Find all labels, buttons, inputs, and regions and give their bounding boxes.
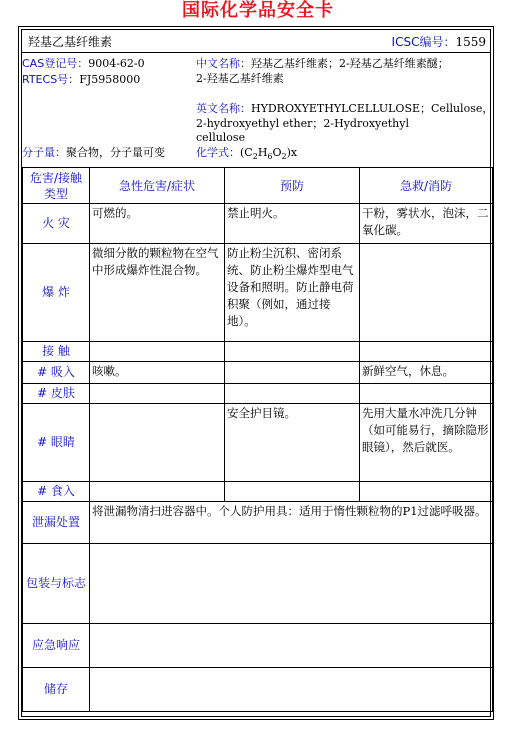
spill-text: 将泄漏物清扫进容器中。个人防护用具：适用于惰性颗粒物的P1过滤呼吸器。 xyxy=(90,502,493,544)
ingestion-hazard xyxy=(90,482,225,502)
cas-field xyxy=(22,57,145,71)
header-prevention: 预防 xyxy=(225,168,360,204)
cn-name-label: 中文名称： xyxy=(196,57,251,70)
cn-name-line2: 2-羟基乙基纤维素 xyxy=(196,72,284,85)
inhalation-prevention xyxy=(225,362,360,384)
fire-aid: 干粉，雾状水，泡沫，二氧化碳。 xyxy=(360,204,493,244)
en-name-line1: HYDROXYETHYLCELLULOSE；Cellulose， xyxy=(251,102,494,115)
packaging-text xyxy=(90,544,493,624)
table-row-ingestion xyxy=(23,482,493,502)
eyes-hazard xyxy=(90,404,225,482)
header-exposure-type: 危害/接触类型 xyxy=(23,168,90,204)
rtecs-value: FJ5958000 xyxy=(79,73,141,86)
table-row-fire xyxy=(23,204,493,244)
row-label-packaging: 包装与标志 xyxy=(23,544,90,624)
icsc-number-field xyxy=(392,35,486,49)
row-label-contact: 接 触 xyxy=(23,342,90,362)
table-row-packaging xyxy=(23,544,493,624)
en-name-line2: 2-hydroxyethyl ether；2-Hydroxyethyl xyxy=(196,117,409,130)
explosion-prevention: 防止粉尘沉积、密闭系统、防止粉尘爆炸型电气设备和照明。防止静电荷积聚（例如，通过接地）。 xyxy=(225,244,360,342)
row-label-skin: # 皮肤 xyxy=(23,384,90,404)
cn-name-line1: 羟基乙基纤维素；2-羟基乙基纤维素醚； xyxy=(251,57,449,70)
chemical-name: 羟基乙基纤维素 xyxy=(28,35,113,49)
table-row-contact xyxy=(23,342,493,362)
table-row-inhalation xyxy=(23,362,493,384)
contact-prevention xyxy=(225,342,360,362)
mw-value: 聚合物，分子量可变 xyxy=(66,146,165,159)
mw-field xyxy=(22,146,165,160)
table-row-eyes xyxy=(23,404,493,482)
rtecs-field xyxy=(22,73,140,87)
formula-value: $(C_2H_6O_2)x$ xyxy=(240,146,298,162)
table-row-explosion xyxy=(23,244,493,342)
table-row-spill xyxy=(23,502,493,544)
rtecs-label: RTECS号： xyxy=(22,73,80,86)
table-row-emergency xyxy=(23,624,493,668)
formula-field xyxy=(196,146,297,164)
eyes-prevention: 安全护目镜。 xyxy=(225,404,360,482)
contact-hazard xyxy=(90,342,225,362)
row-label-fire: 火 灾 xyxy=(23,204,90,244)
row-label-emergency: 应急响应 xyxy=(23,624,90,668)
en-name-field xyxy=(196,102,493,116)
cn-name-field xyxy=(196,57,449,71)
row-label-storage: 储存 xyxy=(23,668,90,712)
emergency-text xyxy=(90,624,493,668)
contact-aid xyxy=(360,342,493,362)
cas-value: 9004-62-0 xyxy=(88,57,145,70)
inhalation-aid: 新鲜空气，休息。 xyxy=(360,362,493,384)
row-label-eyes: # 眼睛 xyxy=(23,404,90,482)
card-frame xyxy=(18,26,494,720)
mw-label: 分子量： xyxy=(22,146,66,159)
table-row-storage xyxy=(23,668,493,712)
row-label-ingestion: # 食入 xyxy=(23,482,90,502)
header-first-aid: 急救/消防 xyxy=(360,168,493,204)
skin-aid xyxy=(360,384,493,404)
icsc-number: 1559 xyxy=(455,35,486,49)
inhalation-hazard: 咳嗽。 xyxy=(90,362,225,384)
row-label-explosion: 爆 炸 xyxy=(23,244,90,342)
formula-label: 化学式： xyxy=(196,146,240,159)
row-label-spill: 泄漏处置 xyxy=(23,502,90,544)
en-name-label: 英文名称： xyxy=(196,102,251,115)
hazard-table xyxy=(22,167,493,712)
skin-hazard xyxy=(90,384,225,404)
eyes-aid: 先用大量水冲洗几分钟（如可能易行，摘除隐形眼镜），然后就医。 xyxy=(360,404,493,482)
fire-hazard: 可燃的。 xyxy=(90,204,225,244)
skin-prevention xyxy=(225,384,360,404)
explosion-aid xyxy=(360,244,493,342)
card-title: 国际化学品安全卡 xyxy=(182,0,334,21)
table-row-skin xyxy=(23,384,493,404)
storage-text xyxy=(90,668,493,712)
cas-label: CAS登记号： xyxy=(22,57,89,70)
en-name-line3: cellulose xyxy=(196,131,246,144)
header-divider xyxy=(22,52,490,53)
header-acute-hazard: 急性危害/症状 xyxy=(90,168,225,204)
fire-prevention: 禁止明火。 xyxy=(225,204,360,244)
table-header-row xyxy=(23,168,493,204)
icsc-label: ICSC编号： xyxy=(391,35,456,49)
explosion-hazard: 微细分散的颗粒物在空气中形成爆炸性混合物。 xyxy=(90,244,225,342)
ingestion-prevention xyxy=(225,482,360,502)
ingestion-aid xyxy=(360,482,493,502)
card-inner xyxy=(21,29,494,717)
row-label-inhalation: # 吸入 xyxy=(23,362,90,384)
